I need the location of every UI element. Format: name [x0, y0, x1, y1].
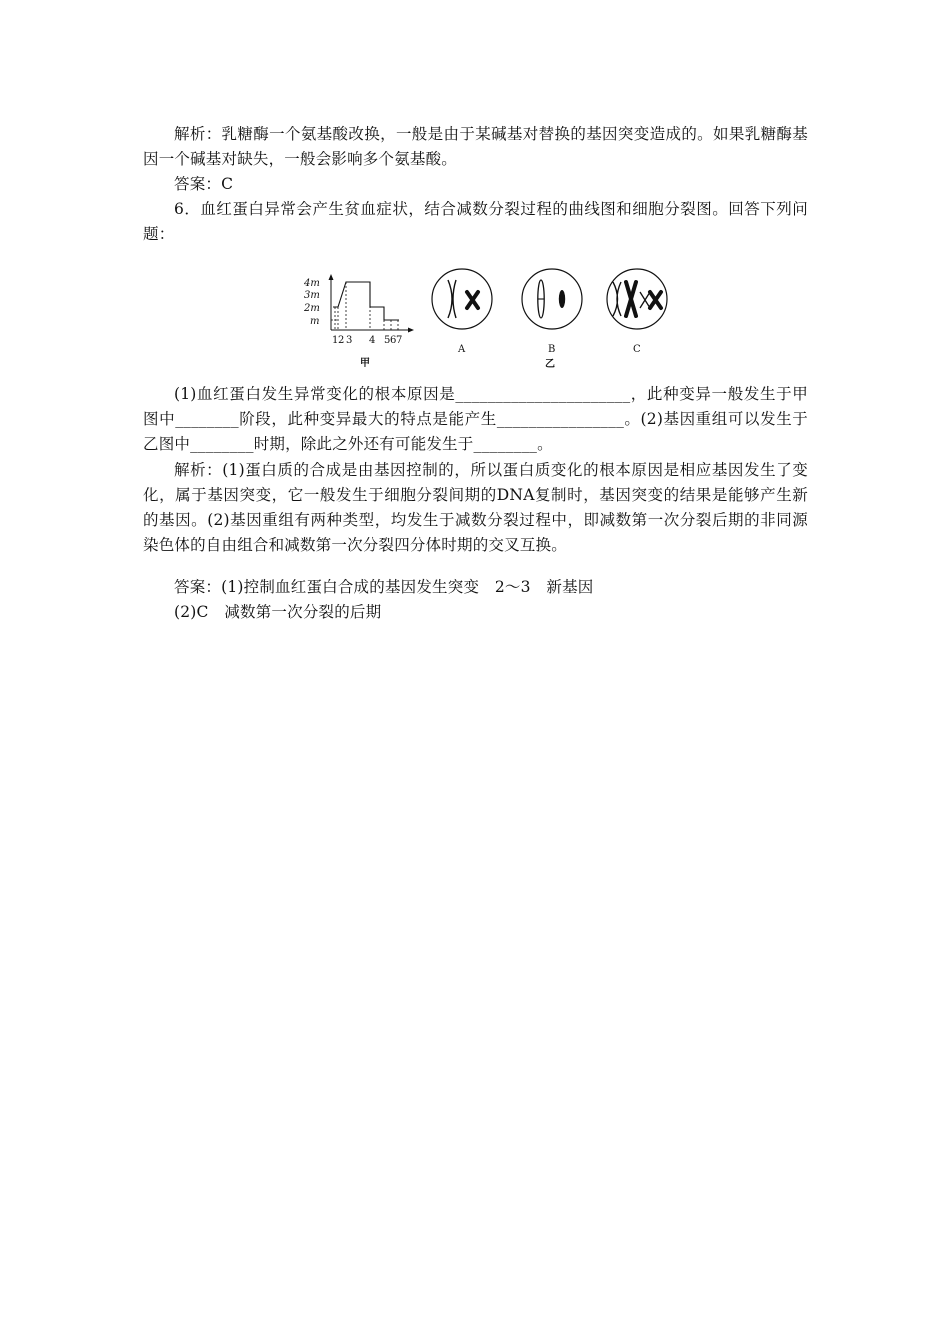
q6-stem: 6．血红蛋白异常会产生贫血症状，结合减数分裂过程的曲线图和细胞分裂图。回答下列问题： [143, 200, 808, 243]
q5-answer: 答案：C [174, 175, 234, 193]
q6-analysis: 解析：(1)蛋白质的合成是由基因控制的，所以蛋白质变化的根本原因是相应基因发生了变化，属于基因突变，它一般发生于细胞分裂间期的DNA复制时，基因突变的结果是能够产生新的基因。(2)基因重组有两种类型，均发生于减数分裂过程中，即减数第一次分裂后期的非同源染色体的自由组合和减数第一次分裂四分体时期的交叉互换。 [143, 461, 808, 554]
x-tick-6: 6 [390, 335, 397, 346]
cell-c [607, 269, 667, 355]
x-tick-2: 2 [338, 335, 345, 346]
q5-analysis: 解析：乳糖酶一个氨基酸改换，一般是由于某碱基对替换的基因突变造成的。如果乳糖酶基因一个碱基对缺失，一般会影响多个氨基酸。 [143, 125, 808, 168]
cell-c-long-tetrad-b-icon [626, 282, 636, 316]
chart-guide-lines [331, 282, 398, 330]
chart-jia [303, 274, 414, 369]
y-tick-2m: 2m [304, 303, 320, 314]
q6-answer-line-1: 答案：(1)控制血红蛋白合成的基因发生突变 2～3 新基因 [174, 578, 594, 596]
x-tick-7: 7 [396, 335, 403, 346]
cell-b-membrane [522, 269, 582, 329]
cell-a-long-chromosome-icon [448, 280, 456, 318]
figure-svg [300, 268, 690, 376]
y-tick-m: m [310, 316, 320, 327]
cell-c-label: C [633, 344, 641, 355]
cell-c-short-tetrad-b-icon [650, 292, 661, 308]
cell-b-label: B [548, 344, 556, 355]
y-tick-3m: 3m [304, 290, 320, 301]
dna-content-curve [333, 282, 399, 320]
cell-a-short-chromosome-icon [467, 292, 478, 308]
question-figure [300, 268, 690, 376]
x-tick-1: 1 [332, 335, 339, 346]
cell-c-short-tetrad-a-icon [640, 292, 650, 308]
y-tick-4m: 4m [304, 278, 320, 289]
q6-part-questions: (1)血红蛋白发生异常变化的根本原因是______________________，此种变异一般发生于甲图中________阶段，此种变异最大的特点是能产生________________。(2)基因重组可以发生于乙图中________时期，除此之外还有可能发生于________。 [143, 385, 808, 453]
cells-caption: 乙 [545, 359, 555, 370]
x-tick-3: 3 [346, 335, 353, 346]
chart-caption: 甲 [360, 358, 370, 369]
y-axis-arrow-icon [329, 274, 334, 280]
cell-b-short-chromosome-icon [559, 290, 565, 308]
cell-c-long-tetrad-a-icon [613, 282, 621, 316]
cell-a-label: A [458, 344, 466, 355]
q6-answer-line-2: (2)C 减数第一次分裂的后期 [174, 603, 382, 621]
x-tick-5: 5 [384, 335, 391, 346]
cell-a-membrane [432, 269, 492, 329]
cell-b [522, 269, 582, 370]
cell-a [432, 269, 492, 355]
x-axis-arrow-icon [408, 328, 414, 333]
x-tick-4: 4 [369, 335, 376, 346]
